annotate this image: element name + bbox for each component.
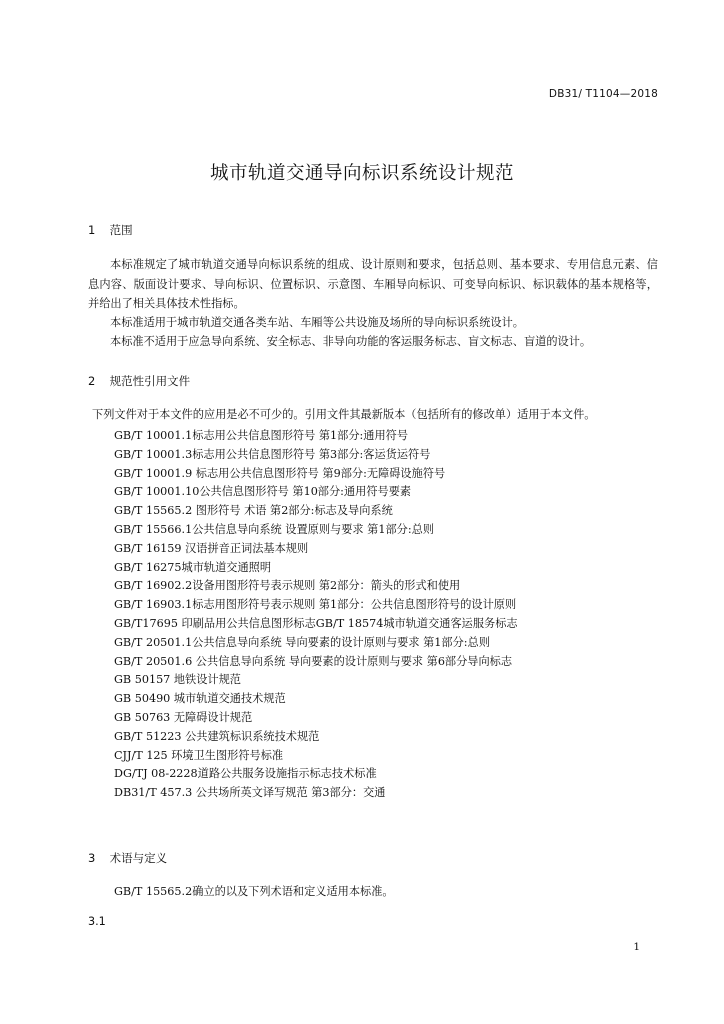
- reference-item: GB/T 51223 公共建筑标识系统技术规范: [114, 729, 320, 743]
- section-2-heading: [88, 373, 190, 389]
- document-title: 城市轨道交通导向标识系统设计规范: [209, 163, 514, 184]
- reference-item: GB 50157 地铁设计规范: [114, 673, 241, 687]
- reference-item: GB/T17695 印刷品用公共信息图形标志GB/T 18574城市轨道交通客运服务标志: [114, 616, 518, 630]
- section-1-heading: [88, 222, 133, 238]
- reference-item: GB/T 10001.1标志用公共信息图形符号 第1部分:通用符号: [114, 429, 409, 442]
- standard-code: DB31/ T1104—2018: [548, 88, 658, 100]
- normative-reference-list: [114, 427, 518, 803]
- section-3-title: 术语与定义: [109, 851, 168, 865]
- section-2-intro: 下列文件对于本文件的应用是必不可少的。引用文件其最新版本（包括所有的修改单）适用于本文件。: [92, 408, 596, 421]
- reference-item: GB/T 10001.9 标志用公共信息图形符号 第9部分:无障碍设施符号: [114, 466, 446, 480]
- reference-item: GB 50490 城市轨道交通技术规范: [114, 692, 286, 706]
- reference-item: GB/T 16159 汉语拼音正词法基本规则: [114, 541, 309, 555]
- reference-item: GB/T 10001.10公共信息图形符号 第10部分:通用符号要素: [114, 485, 412, 499]
- reference-item: CJJ/T 125 环境卫生图形符号标准: [114, 748, 284, 762]
- reference-item: DG/TJ 08-2228道路公共服务设施指示标志技术标准: [114, 767, 377, 781]
- reference-item: GB/T 16903.1标志用图形符号表示规则 第1部分：公共信息图形符号的设计原则: [114, 598, 517, 612]
- page-number: 1: [633, 941, 640, 953]
- section-1-number: 1: [88, 223, 96, 237]
- section-2-number: 2: [88, 374, 96, 388]
- section-3-intro: GB/T 15565.2确立的以及下列术语和定义适用本标准。: [114, 885, 394, 898]
- reference-item: GB/T 15566.1公共信息导向系统 设置原则与要求 第1部分:总则: [114, 522, 434, 536]
- reference-item: GB/T 16902.2设备用图形符号表示规则 第2部分：箭头的形式和使用: [114, 579, 461, 593]
- section-3-heading: [88, 850, 167, 866]
- section-1-paragraph-3: 本标准不适用于应急导向系统、安全标志、非导向功能的客运服务标志、盲文标志、盲道的设计。: [110, 335, 592, 348]
- reference-item: GB/T 20501.6 公共信息导向系统 导向要素的设计原则与要求 第6部分导向标志: [114, 654, 513, 668]
- reference-item: GB/T 20501.1公共信息导向系统 导向要素的设计原则与要求 第1部分:总则: [114, 635, 490, 649]
- reference-item: GB/T 10001.3标志用公共信息图形符号 第3部分:客运货运符号: [114, 447, 431, 461]
- reference-item: GB/T 15565.2 图形符号 术语 第2部分:标志及导向系统: [114, 504, 393, 518]
- reference-item: DB31/T 457.3 公共场所英文译写规范 第3部分：交通: [114, 786, 386, 800]
- section-1-title: 范围: [109, 223, 133, 237]
- section-3-number: 3: [88, 851, 96, 865]
- reference-item: GB/T 16275城市轨道交通照明: [114, 560, 272, 574]
- section-1-paragraph-1: 本标准规定了城市轨道交通导向标识系统的组成、设计原则和要求，包括总则、基本要求、专用信息元素、信息内容、版面设计要求、导向标识、位置标识、示意图、车厢导向标识、可变导向标识、标识载体的基本规格等，并给出了相关具体技术性指标。: [88, 258, 658, 310]
- subsection-3-1-number: 3.1: [88, 915, 106, 928]
- reference-item: GB 50763 无障碍设计规范: [114, 710, 253, 724]
- section-2-title: 规范性引用文件: [109, 374, 191, 388]
- section-1-paragraph-2: 本标准适用于城市轨道交通各类车站、车厢等公共设施及场所的导向标识系统设计。: [110, 316, 524, 329]
